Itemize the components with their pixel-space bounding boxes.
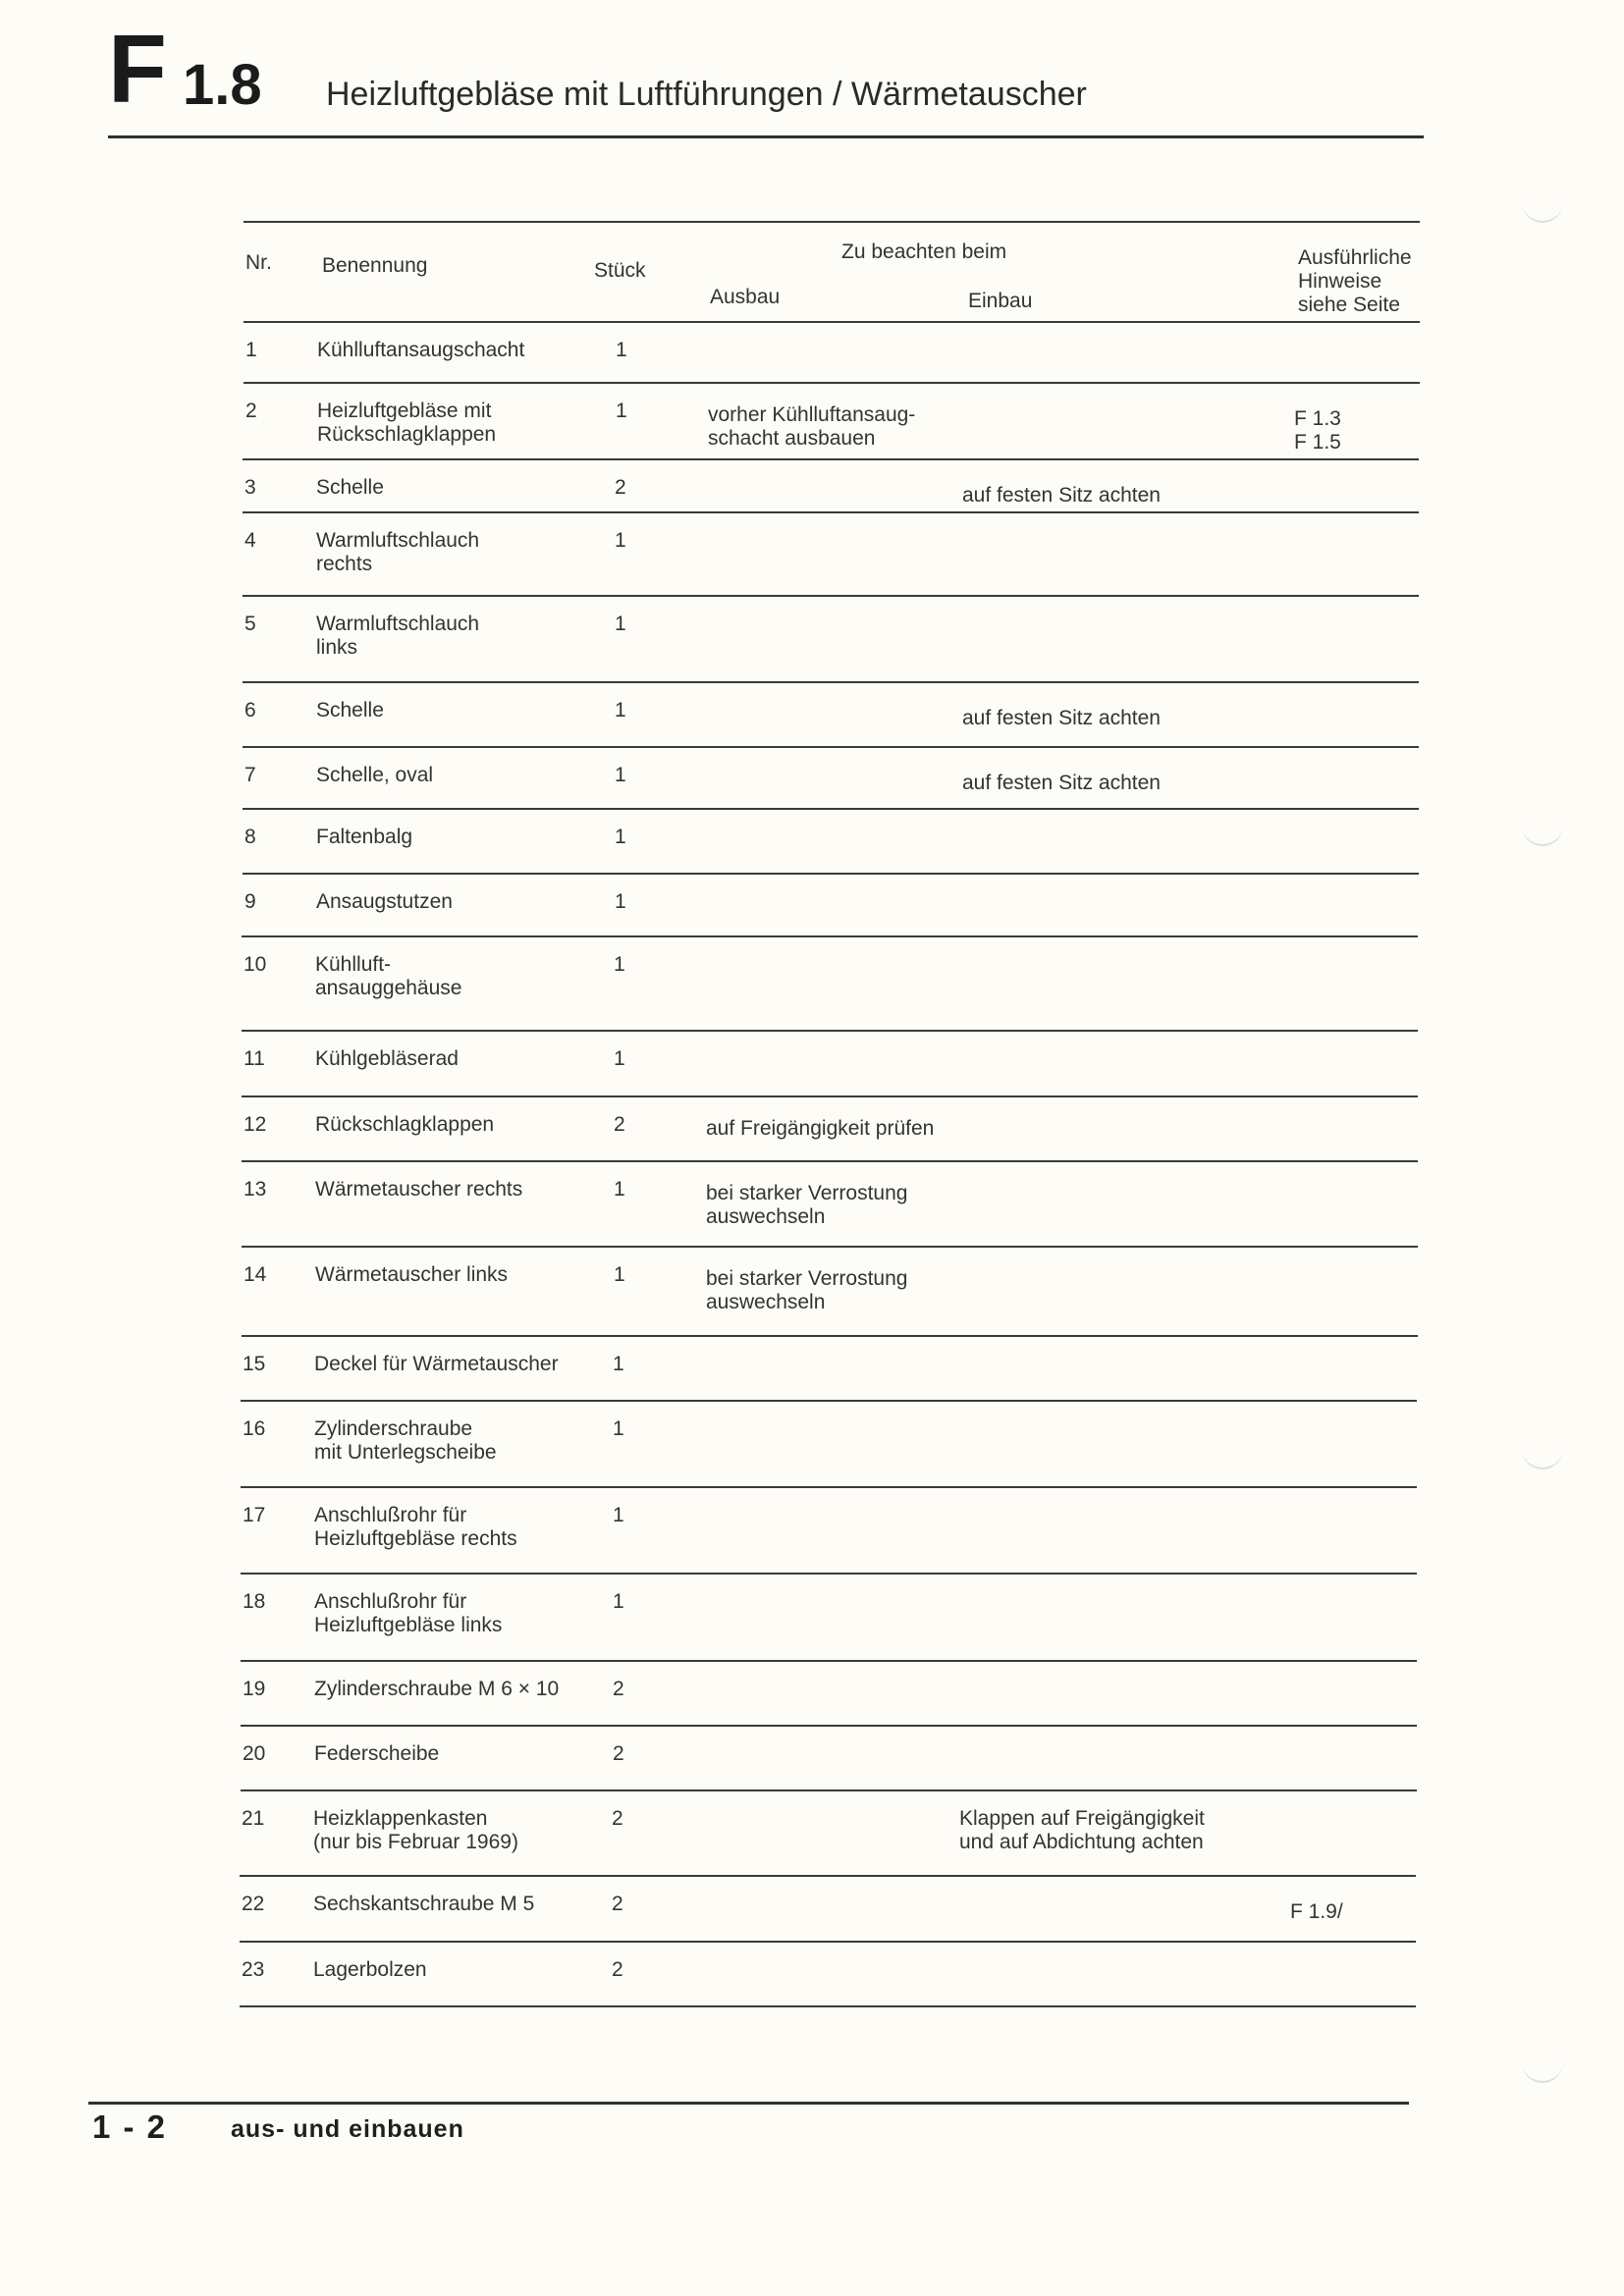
row-benennung: Heizluftgebläse mit <box>317 400 492 422</box>
row-divider <box>244 382 1420 384</box>
row-page-reference: F 1.5 <box>1294 431 1341 454</box>
row-stueck: 2 <box>612 1958 623 1981</box>
row-stueck: 1 <box>613 1504 624 1526</box>
row-benennung: Kühlluftansaugschacht <box>317 339 525 361</box>
row-stueck: 1 <box>616 339 627 361</box>
row-benennung: mit Unterlegscheibe <box>314 1441 497 1464</box>
row-einbau-note: auf festen Sitz achten <box>962 707 1161 729</box>
row-benennung: ansauggehäuse <box>315 977 462 999</box>
row-stueck: 1 <box>614 1263 625 1286</box>
row-benennung: Warmluftschlauch <box>316 613 480 635</box>
row-number: 14 <box>244 1263 267 1286</box>
row-benennung: Kühlgebläserad <box>315 1047 459 1070</box>
row-stueck: 2 <box>613 1742 624 1765</box>
row-page-reference: F 1.9/ <box>1290 1900 1343 1923</box>
section-code-letter: F <box>108 15 167 123</box>
row-stueck: 2 <box>615 476 626 499</box>
row-number: 6 <box>244 699 256 721</box>
table-top-rule <box>244 221 1420 223</box>
row-divider <box>242 1246 1418 1248</box>
row-number: 18 <box>243 1590 266 1613</box>
row-number: 5 <box>244 613 256 635</box>
page-title: Heizluftgebläse mit Luftführungen / Wärmetauscher <box>326 76 1087 113</box>
row-benennung: (nur bis Februar 1969) <box>313 1831 518 1853</box>
row-benennung: Deckel für Wärmetauscher <box>314 1353 559 1375</box>
footer-page-number: 1 - 2 <box>92 2109 168 2145</box>
row-divider <box>243 511 1419 513</box>
row-benennung: links <box>316 636 358 659</box>
row-number: 3 <box>244 476 256 499</box>
row-benennung: Faltenbalg <box>316 826 413 848</box>
row-benennung: Lagerbolzen <box>313 1958 427 1981</box>
row-stueck: 1 <box>614 1047 625 1070</box>
row-stueck: 2 <box>614 1113 625 1136</box>
row-divider <box>242 1335 1418 1337</box>
row-number: 11 <box>244 1047 265 1070</box>
row-stueck: 1 <box>615 890 626 913</box>
row-benennung: Heizluftgebläse links <box>314 1614 503 1636</box>
row-stueck: 1 <box>615 699 626 721</box>
row-ausbau-note: schacht ausbauen <box>708 427 876 450</box>
row-number: 22 <box>242 1893 265 1915</box>
row-einbau-note: auf festen Sitz achten <box>962 772 1161 794</box>
row-stueck: 2 <box>613 1678 624 1700</box>
row-stueck: 1 <box>616 400 627 422</box>
footer-rule <box>88 2102 1409 2105</box>
row-ausbau-note: auf Freigängigkeit prüfen <box>706 1117 935 1140</box>
row-divider <box>241 1573 1417 1575</box>
row-divider <box>240 1941 1416 1943</box>
row-benennung: Rückschlagklappen <box>315 1113 495 1136</box>
row-number: 16 <box>243 1417 266 1440</box>
row-number: 20 <box>243 1742 266 1765</box>
column-header-hinweise: Ausführliche <box>1298 246 1412 269</box>
row-ausbau-note: auswechseln <box>706 1291 826 1313</box>
row-stueck: 1 <box>614 953 625 976</box>
footer-label: aus- und einbauen <box>231 2115 464 2143</box>
row-number: 10 <box>244 953 267 976</box>
row-ausbau-note: vorher Kühlluftansaug- <box>708 403 916 426</box>
row-benennung: Schelle, oval <box>316 764 434 786</box>
row-number: 4 <box>244 529 256 552</box>
row-einbau-note: und auf Abdichtung achten <box>959 1831 1204 1853</box>
row-stueck: 1 <box>615 826 626 848</box>
row-number: 13 <box>244 1178 267 1201</box>
row-stueck: 2 <box>612 1807 623 1830</box>
column-header-hinweise: Hinweise <box>1298 270 1382 293</box>
row-benennung: Federscheibe <box>314 1742 440 1765</box>
column-header-hinweise: siehe Seite <box>1298 294 1400 316</box>
row-einbau-note: Klappen auf Freigängigkeit <box>959 1807 1205 1830</box>
row-divider <box>241 1725 1417 1727</box>
row-divider <box>243 458 1419 460</box>
row-divider <box>242 1160 1418 1162</box>
row-divider <box>242 1030 1418 1032</box>
row-number: 12 <box>244 1113 267 1136</box>
row-number: 9 <box>244 890 256 913</box>
row-stueck: 1 <box>613 1417 624 1440</box>
row-number: 2 <box>245 400 257 422</box>
row-number: 23 <box>242 1958 265 1981</box>
row-divider <box>241 1400 1417 1402</box>
row-number: 17 <box>243 1504 266 1526</box>
row-ausbau-note: auswechseln <box>706 1205 826 1228</box>
row-benennung: rechts <box>316 553 373 575</box>
row-stueck: 1 <box>615 764 626 786</box>
row-stueck: 1 <box>613 1353 624 1375</box>
row-page-reference: F 1.3 <box>1294 407 1341 430</box>
row-einbau-note: auf festen Sitz achten <box>962 484 1161 507</box>
row-divider <box>243 681 1419 683</box>
column-header-stueck: Stück <box>594 259 646 282</box>
column-header-zu-beachten: Zu beachten beim <box>841 240 1007 263</box>
row-divider <box>241 1789 1417 1791</box>
row-benennung: Heizklappenkasten <box>313 1807 488 1830</box>
section-code-number: 1.8 <box>183 53 262 117</box>
row-stueck: 1 <box>615 529 626 552</box>
column-header-benennung: Benennung <box>322 254 428 277</box>
row-benennung: Sechskantschraube M 5 <box>313 1893 535 1915</box>
row-divider <box>243 746 1419 748</box>
row-benennung: Wärmetauscher links <box>315 1263 509 1286</box>
row-divider <box>241 1660 1417 1662</box>
row-benennung: Anschlußrohr für <box>314 1590 467 1613</box>
row-number: 7 <box>244 764 256 786</box>
column-header-einbau: Einbau <box>968 290 1033 312</box>
row-benennung: Rückschlagklappen <box>317 423 497 446</box>
header-bottom-rule <box>244 321 1420 323</box>
row-divider <box>243 873 1419 875</box>
row-stueck: 1 <box>613 1590 624 1613</box>
row-benennung: Schelle <box>316 476 384 499</box>
row-benennung: Kühlluft- <box>315 953 392 976</box>
row-benennung: Schelle <box>316 699 384 721</box>
row-number: 1 <box>245 339 257 361</box>
row-divider <box>243 808 1419 810</box>
row-benennung: Anschlußrohr für <box>314 1504 467 1526</box>
row-stueck: 1 <box>614 1178 625 1201</box>
column-header-ausbau: Ausbau <box>710 286 781 308</box>
row-benennung: Zylinderschraube <box>314 1417 473 1440</box>
row-number: 8 <box>244 826 256 848</box>
row-stueck: 2 <box>612 1893 623 1915</box>
row-benennung: Heizluftgebläse rechts <box>314 1527 517 1550</box>
row-number: 19 <box>243 1678 266 1700</box>
row-divider <box>243 595 1419 597</box>
row-divider <box>240 1875 1416 1877</box>
row-number: 15 <box>243 1353 266 1375</box>
row-number: 21 <box>242 1807 265 1830</box>
column-header-nr: Nr. <box>245 251 272 274</box>
row-benennung: Warmluftschlauch <box>316 529 480 552</box>
row-benennung: Zylinderschraube M 6 × 10 <box>314 1678 560 1700</box>
row-ausbau-note: bei starker Verrostung <box>706 1267 908 1290</box>
row-ausbau-note: bei starker Verrostung <box>706 1182 908 1204</box>
row-divider <box>240 2005 1416 2007</box>
row-benennung: Ansaugstutzen <box>316 890 453 913</box>
row-divider <box>242 935 1418 937</box>
row-divider <box>242 1095 1418 1097</box>
row-benennung: Wärmetauscher rechts <box>315 1178 523 1201</box>
row-divider <box>241 1486 1417 1488</box>
row-stueck: 1 <box>615 613 626 635</box>
